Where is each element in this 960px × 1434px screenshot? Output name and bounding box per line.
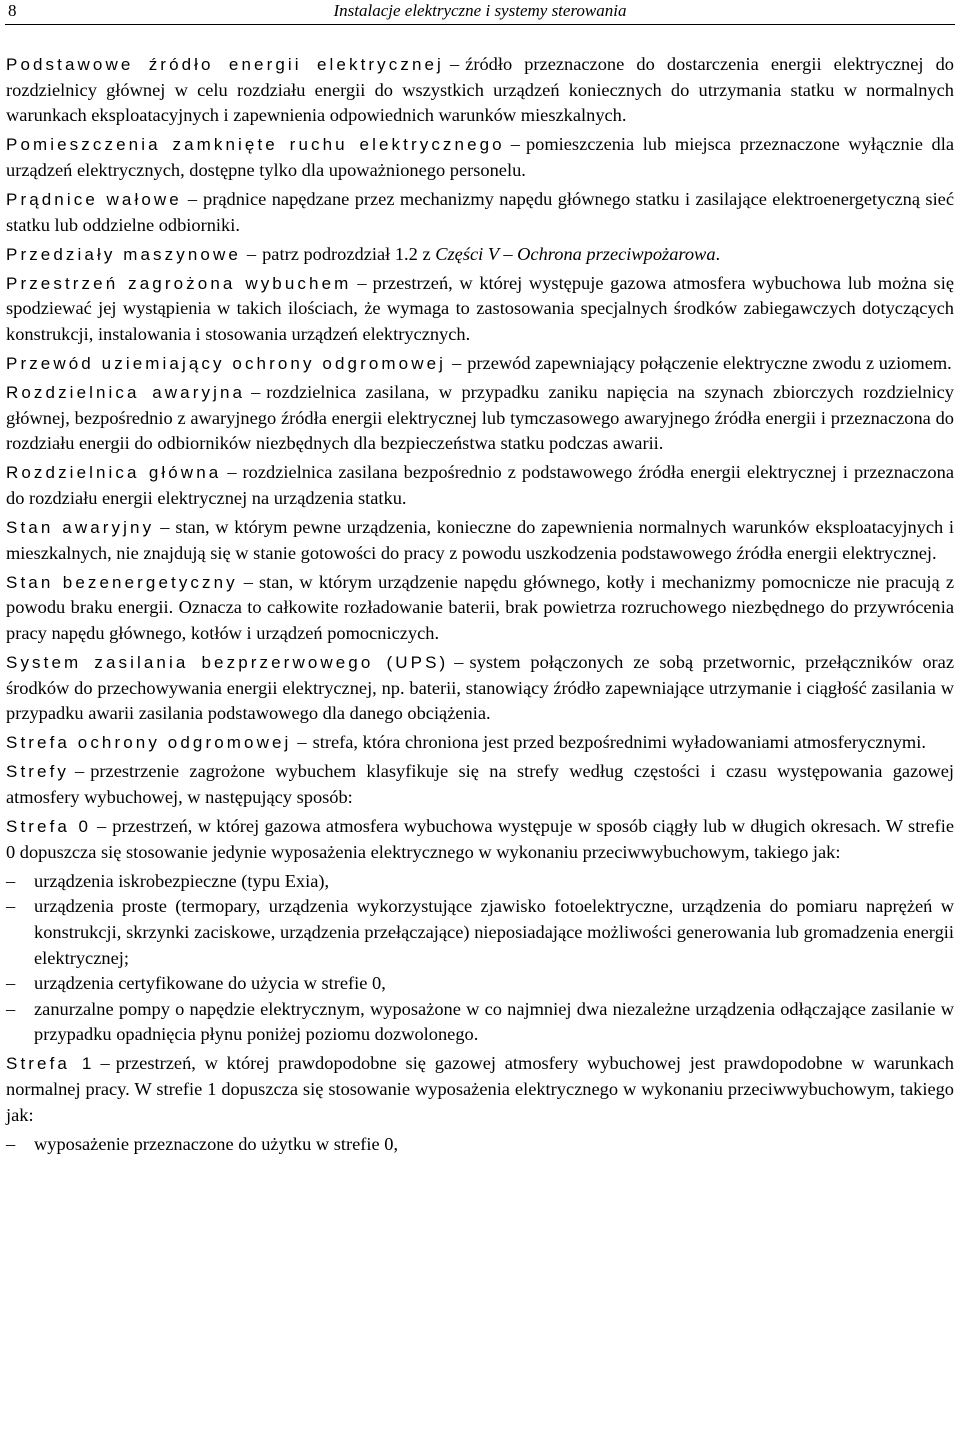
- list-item-text: urządzenia iskrobezpieczne (typu Exia),: [34, 870, 330, 891]
- dash: –: [227, 462, 237, 483]
- definition-entry: [6, 814, 954, 865]
- dash: –: [97, 816, 107, 837]
- definition-entry: [6, 351, 954, 377]
- dash-bullet: –: [6, 973, 16, 994]
- definition-text: przewód zapewniający połączenie elektryczne zwodu z uziomem.: [467, 353, 952, 374]
- list-item-text: zanurzalne pompy o napędzie elektrycznym, wyposażone w co najmniej dwa niezależne urządzenia odłączające zasilanie w przypadku opadnięcia płynu poniżej poziomu dozwolonego.: [34, 998, 954, 1045]
- dash: –: [452, 353, 462, 374]
- dash: –: [510, 134, 520, 155]
- definition-text: stan, w którym pewne urządzenia, konieczne do zapewnienia normalnych warunków eksploatacyjnych i mieszkalnych, nie znajdują się w stanie gotowości do pracy z powodu uszkodzenia podstawowego źródła energii elektrycznej.: [6, 517, 955, 563]
- dash-bullet: –: [6, 870, 16, 891]
- dash: –: [187, 188, 198, 209]
- dash: –: [454, 652, 464, 673]
- definition-text: system połączonych ze sobą przetwornic, przełączników oraz środków do przechowywania energii elektrycznej, np. baterii, stanowiący źródło zapewniające utrzymanie i ciągłość zasilania w przypadku awarii zasilania podstawowego dla danego obciążenia.: [6, 652, 954, 724]
- list-item: [6, 869, 954, 895]
- dash: –: [251, 382, 261, 403]
- list-item: [6, 997, 954, 1048]
- zone1-equipment-list: [6, 1132, 954, 1158]
- definition-term: Strefa 1: [6, 1054, 95, 1074]
- dash-bullet: –: [6, 998, 16, 1019]
- definition-text: rozdzielnica zasilana, w przypadku zaniku napięcia na szynach zbiorczych rozdzielnicy głównej, bezpośrednio z awaryjnego źródła energii elektrycznej lub tymczasowego awaryjnego źródła energii i przeznaczona do rozdziału energii do odbiorników niezbędnych dla bezpieczeństwa statku podczas awarii.: [6, 382, 954, 454]
- list-item-text: urządzenia certyfikowane do użycia w strefie 0,: [34, 973, 386, 994]
- definition-text: rozdzielnica zasilana bezpośrednio z podstawowego źródła energii elektrycznej i przeznaczona do rozdziału energii elektrycznej na urządzenia statku.: [6, 462, 954, 508]
- definition-term: Rozdzielnica główna: [6, 463, 222, 483]
- definition-term: Przestrzeń zagrożona wybuchem: [6, 273, 352, 293]
- definition-term: Strefa ochrony odgromowej: [6, 733, 292, 753]
- definition-text: pomieszczenia lub miejsca przeznaczone wyłącznie dla urządzeń elektrycznych, dostępne tylko dla upoważnionego personelu.: [6, 134, 954, 180]
- definition-term: Stan bezenergetyczny: [6, 572, 238, 592]
- dash-bullet: –: [6, 1133, 16, 1154]
- definition-text: patrz podrozdział 1.2 z: [262, 243, 431, 264]
- definition-term: System zasilania bezprzerwowego (UPS): [6, 653, 449, 673]
- definition-entry: [6, 759, 954, 810]
- definition-text: prądnice napędzane przez mechanizmy napędu głównego statku i zasilające elektroenergetyczną sieć statku lub oddzielne odbiorniki.: [6, 188, 955, 235]
- definitions-body: [6, 52, 954, 1161]
- definition-term: Rozdzielnica awaryjna: [6, 383, 246, 403]
- definition-entry: [6, 1051, 954, 1128]
- list-item-text: wyposażenie przeznaczone do użytku w strefie 0,: [34, 1133, 399, 1154]
- dash: –: [100, 1053, 110, 1074]
- dash: –: [246, 243, 257, 264]
- definition-text: przestrzeń, w której prawdopodobne się gazowej atmosfery wybuchowej jest prawdopodobne w warunkach normalnej pracy. W strefie 1 dopuszcza się stosowanie wyposażenia elektrycznego w wykonaniu przeciwwybuchowym, takiego jak:: [6, 1053, 954, 1125]
- dash: –: [297, 732, 307, 753]
- definition-term: Przedziały maszynowe: [6, 244, 241, 264]
- definition-text: źródło przeznaczone do dostarczenia energii elektrycznej do rozdzielnicy głównej w celu rozdziału energii do wszystkich urządzeń koniecznych do utrzymania statku w normalnych warunkach eksploatacyjnych i zapewnienia odpowiednich warunków mieszkalnych.: [6, 54, 955, 126]
- definition-entry: [6, 132, 954, 183]
- definition-entry: [6, 515, 954, 566]
- definition-entry: [6, 187, 954, 238]
- definition-text: przestrzeń, w której gazowa atmosfera wybuchowa występuje w sposób ciągły lub w długich okresach. W strefie 0 dopuszcza się stosowanie jedynie wyposażenia elektrycznego w wykonaniu przeciwwybuchowym, takiego jak:: [6, 816, 954, 862]
- definition-term: Podstawowe źródło energii elektrycznej: [6, 55, 444, 74]
- definition-term: Stan awaryjny: [6, 518, 155, 538]
- dash: –: [160, 517, 170, 538]
- list-item: [6, 894, 954, 971]
- definition-term: Strefa 0: [6, 817, 92, 837]
- definition-term: Strefy: [6, 762, 70, 782]
- definition-entry: [6, 650, 954, 727]
- definition-text: przestrzenie zagrożone wybuchem klasyfikuje się na strefy według częstości i czasu występowania gazowej atmosfery wybuchowej, w następujący sposób:: [6, 761, 954, 808]
- definition-entry: [6, 380, 954, 457]
- dash: –: [243, 571, 253, 592]
- dash: –: [75, 761, 85, 782]
- zone0-equipment-list: [6, 869, 954, 1048]
- list-item: [6, 971, 954, 997]
- definition-term: Przewód uziemiający ochrony odgromowej: [6, 354, 447, 374]
- definition-term: Prądnice wałowe: [6, 189, 182, 209]
- page-header: [5, 0, 955, 25]
- dash-bullet: –: [6, 896, 16, 917]
- definition-text: strefa, która chroniona jest przed bezpośrednimi wyładowaniami atmosferycznymi.: [312, 732, 926, 753]
- page-number: 8: [8, 1, 17, 20]
- definition-term: Pomieszczenia zamknięte ruchu elektrycznego: [6, 135, 505, 155]
- definition-end: .: [715, 243, 721, 264]
- definition-entry: [6, 52, 954, 129]
- dash: –: [357, 272, 367, 293]
- list-item: [6, 1132, 954, 1158]
- dash: –: [449, 54, 460, 74]
- running-title: Instalacje elektryczne i systemy sterowania: [333, 1, 627, 20]
- definition-text: przestrzeń, w której występuje gazowa atmosfera wybuchowa lub można się spodziewać jej wystąpienia w takich ilościach, że wymaga to zastosowania specjalnych środków zabiegawczych dotyczących konstrukcji, instalowania i stosowania urządzeń elektrycznych.: [6, 272, 954, 344]
- definition-entry: [6, 271, 954, 348]
- definition-text: stan, w którym urządzenie napędu głównego, kotły i mechanizmy pomocnicze nie pracują z powodu braku energii. Oznacza to całkowite rozładowanie baterii, brak powietrza rozruchowego niezbędnego do przywrócenia pracy napędu głównego, kotłów i urządzeń pomocniczych.: [6, 571, 954, 643]
- definition-entry: [6, 730, 954, 756]
- part-reference: Części V – Ochrona przeciwpożarowa: [435, 243, 716, 264]
- list-item-text: urządzenia proste (termopary, urządzenia wykorzystujące zjawisko fotoelektryczne, urządzenia do pomiaru naprężeń w konstrukcji, skrzynki zaciskowe, urządzenia przełączające) nieposiadające możliwości generowania lub gromadzenia energii elektrycznej;: [34, 896, 954, 968]
- definition-entry: [6, 460, 954, 511]
- definition-entry: [6, 242, 954, 268]
- definition-entry: [6, 570, 954, 647]
